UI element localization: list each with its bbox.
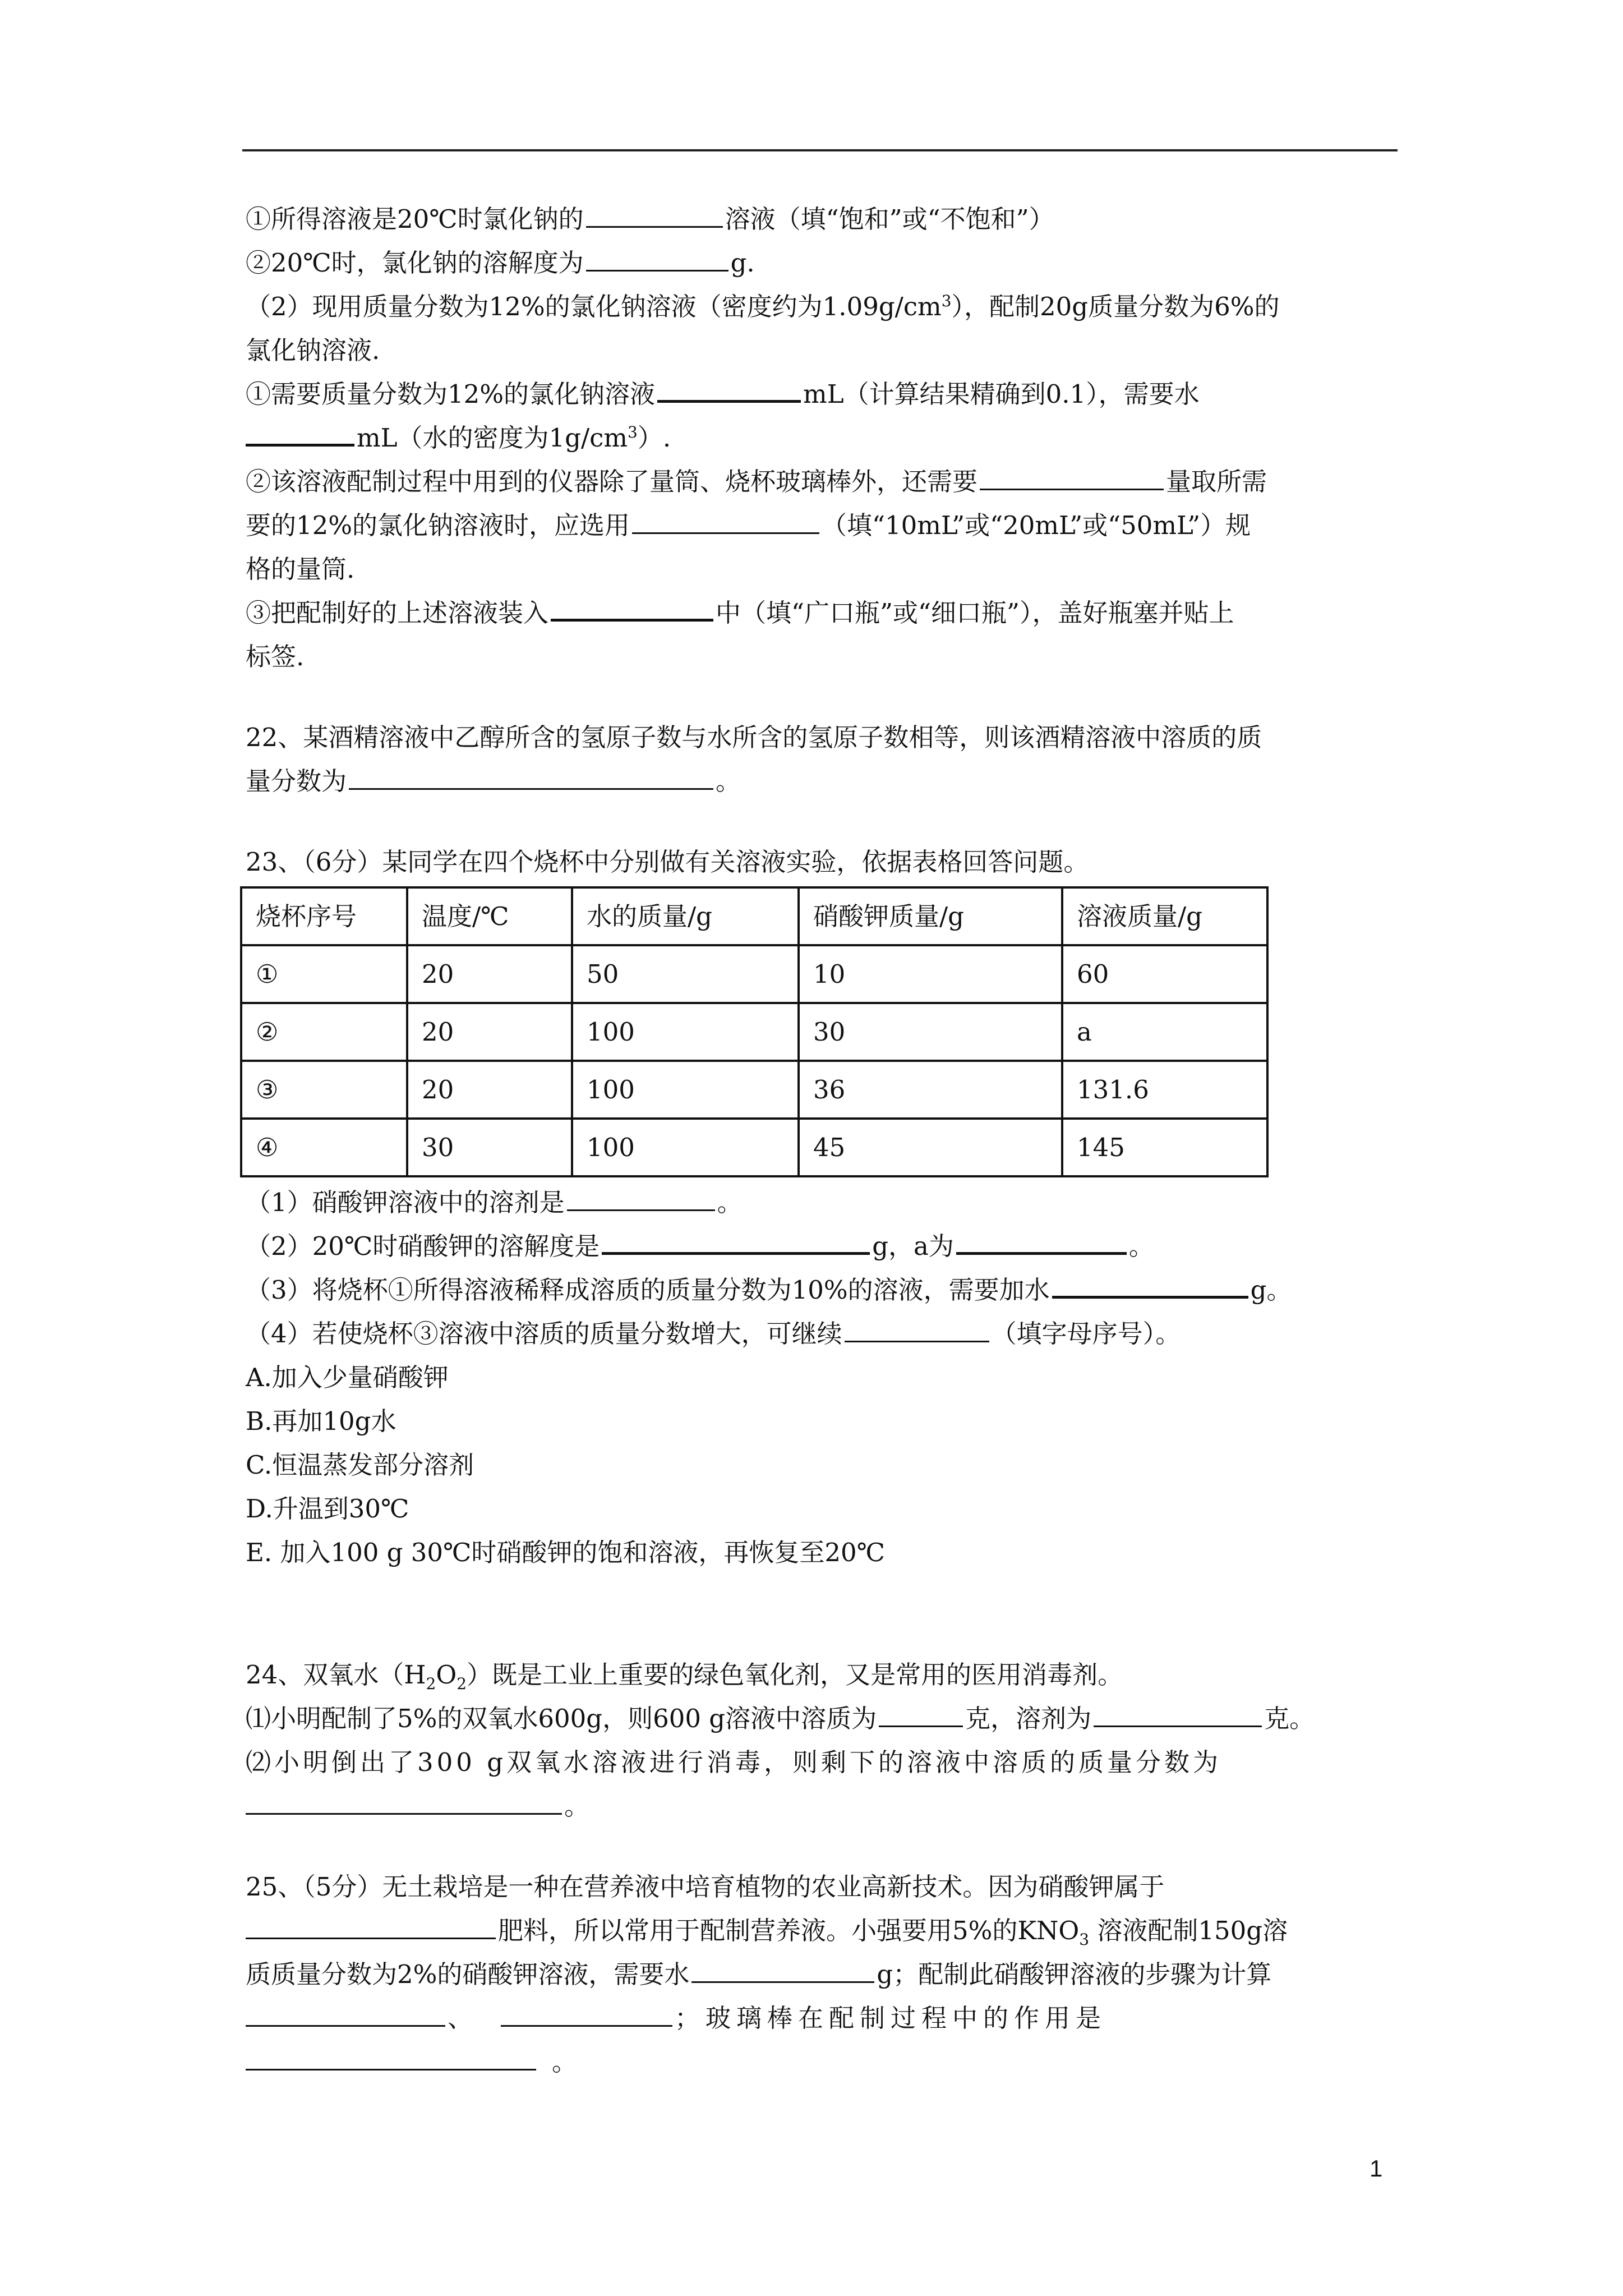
- table-cell: 10: [799, 945, 1062, 1003]
- option-b: B.再加10g水: [246, 1406, 396, 1436]
- q23-sub-4: （4）若使烧杯③溶液中溶质的质量分数增大，可继续 （填字母序号）。: [246, 1312, 1396, 1356]
- answer-blank[interactable]: [246, 1913, 496, 1939]
- q25-line-1: 25、（5分）无土栽培是一种在营养液中培育植物的农业高新技术。因为硝酸钾属于: [246, 1872, 1165, 1902]
- q21-line-3: （2）现用质量分数为12%的氯化钠溶液（密度约为$1.09g/cm^3$），配制20g质量分数为6%的: [246, 292, 1280, 321]
- data-table: [240, 886, 1269, 1177]
- page-number: 1: [1370, 2155, 1383, 2182]
- q25-line-5: 。: [246, 2040, 1396, 2084]
- table-header-cell: 硝酸钾质量/g: [799, 887, 1062, 945]
- answer-blank[interactable]: [657, 375, 801, 403]
- answer-blank[interactable]: [246, 2000, 445, 2027]
- q21-line-11: 标签.: [246, 642, 305, 671]
- answer-blank[interactable]: [246, 1788, 562, 1815]
- table-cell: 30: [799, 1003, 1062, 1061]
- q23-intro: 23、（6分）某同学在四个烧杯中分别做有关溶液实验，依据表格回答问题。: [246, 847, 1089, 877]
- table-cell: 20: [407, 945, 572, 1003]
- q21-line-5: ①需要质量分数为12%的氯化钠溶液 mL（计算结果精确到0.1），需要水: [246, 372, 1396, 416]
- table-header-cell: 烧杯序号: [241, 887, 407, 945]
- table-row: [241, 1119, 1267, 1176]
- table-cell: 30: [407, 1119, 572, 1176]
- answer-blank[interactable]: [602, 1227, 870, 1255]
- table-header-row: [241, 887, 1267, 945]
- table-row: [241, 1061, 1267, 1119]
- table-header-cell: 水的质量/g: [572, 887, 799, 945]
- table-cell: ②: [241, 1003, 407, 1061]
- answer-blank[interactable]: [845, 1316, 989, 1342]
- answer-blank[interactable]: [1052, 1271, 1248, 1299]
- q25-line-4: 、 ；玻璃棒在配制过程中的作用是: [246, 1996, 1396, 2040]
- table-row: [241, 1003, 1267, 1061]
- table-header-cell: 溶液质量/g: [1062, 887, 1267, 945]
- q21-line-8: 要的12%的氯化钠溶液时，应选用 （填“10mL”或“20mL”或“50mL”）规: [246, 504, 1396, 547]
- table-cell: ④: [241, 1119, 407, 1176]
- q21-line-10: ③把配制好的上述溶液装入 中（填“广口瓶”或“细口瓶”），盖好瓶塞并贴上: [246, 591, 1396, 635]
- header-rule: [242, 149, 1398, 151]
- answer-blank[interactable]: [632, 508, 819, 534]
- option-e: E. 加入100 g 30℃时硝酸钾的饱和溶液，再恢复至20℃: [246, 1538, 885, 1567]
- answer-blank[interactable]: [980, 464, 1164, 490]
- table-cell: 50: [572, 945, 799, 1003]
- answer-blank[interactable]: [691, 1957, 874, 1983]
- table-cell: ①: [241, 945, 407, 1003]
- q23-sub-1: （1）硝酸钾溶液中的溶剂是 。: [246, 1181, 1396, 1225]
- q25-line-2: 肥料，所以常用于配制营养液。小强要用5%的$KNO_3$ 溶液配制150g溶: [246, 1909, 1396, 1953]
- q25-line-3: 质质量分数为2%的硝酸钾溶液，需要水 g；配制此硝酸钾溶液的步骤为计算: [246, 1953, 1396, 1996]
- option-a: A.加入少量硝酸钾: [246, 1363, 449, 1392]
- q21-line-2: ②20℃时，氯化钠的溶解度为 g.: [246, 241, 1396, 285]
- q21-line-4: 氯化钠溶液.: [246, 335, 380, 365]
- answer-blank[interactable]: [586, 201, 723, 228]
- answer-blank[interactable]: [879, 1701, 963, 1727]
- answer-blank[interactable]: [349, 763, 713, 790]
- table-cell: 60: [1062, 945, 1267, 1003]
- q24-line-3: ⑵小明倒出了300 g双氧水溶液进行消毒，则剩下的溶液中溶质的质量分数为: [246, 1747, 1222, 1777]
- table-cell: 100: [572, 1061, 799, 1119]
- q23-sub-3: （3）将烧杯①所得溶液稀释成溶质的质量分数为10%的溶液，需要加水 g。: [246, 1268, 1396, 1312]
- table-cell: 100: [572, 1003, 799, 1061]
- option-c: C.恒温蒸发部分溶剂: [246, 1450, 474, 1480]
- q24-line-4: 。: [246, 1784, 1396, 1828]
- q22-line-1: 22、某酒精溶液中乙醇所含的氢原子数与水所含的氢原子数相等，则该酒精溶液中溶质的质: [246, 723, 1262, 752]
- q21-line-9: 格的量筒.: [246, 554, 355, 584]
- answer-blank[interactable]: [567, 1185, 715, 1211]
- answer-blank[interactable]: [501, 2000, 672, 2027]
- q24-line-1: 24、双氧水$(H_2O_2)$既是工业上重要的绿色氧化剂，又是常用的医用消毒剂。: [246, 1660, 1123, 1693]
- q21-line-7: ②该溶液配制过程中用到的仪器除了量筒、烧杯玻璃棒外，还需要 量取所需: [246, 460, 1396, 504]
- answer-blank[interactable]: [246, 2044, 536, 2070]
- option-d: D.升温到30℃: [246, 1494, 409, 1524]
- table-cell: 100: [572, 1119, 799, 1176]
- table-cell: 45: [799, 1119, 1062, 1176]
- answer-blank[interactable]: [586, 245, 728, 272]
- table-cell: 36: [799, 1061, 1062, 1119]
- q23-sub-2: （2）20℃时硝酸钾的溶解度是 g，a为 。: [246, 1225, 1396, 1268]
- document-body: [246, 197, 1396, 2084]
- q21-line-1: ①所得溶液是20℃时氯化钠的 溶液（填“饱和”或“不饱和”）: [246, 197, 1396, 241]
- table-cell: 20: [407, 1003, 572, 1061]
- table-cell: 131.6: [1062, 1061, 1267, 1119]
- answer-blank[interactable]: [246, 419, 354, 447]
- table-cell: ③: [241, 1061, 407, 1119]
- table-header-cell: 温度/℃: [407, 887, 572, 945]
- q21-line-6: mL（水的密度为$1g/cm^3$）.: [246, 416, 1396, 460]
- q22-line-2: 量分数为 。: [246, 760, 1396, 803]
- table-cell: 145: [1062, 1119, 1267, 1176]
- table-cell: 20: [407, 1061, 572, 1119]
- answer-blank[interactable]: [956, 1227, 1127, 1255]
- table-cell: a: [1062, 1003, 1267, 1061]
- table-row: [241, 945, 1267, 1003]
- answer-blank[interactable]: [551, 594, 713, 622]
- q24-line-2: ⑴小明配制了5%的双氧水600g，则600 g溶液中溶质为 克，溶剂为 克。: [246, 1697, 1396, 1741]
- answer-blank[interactable]: [1094, 1701, 1262, 1727]
